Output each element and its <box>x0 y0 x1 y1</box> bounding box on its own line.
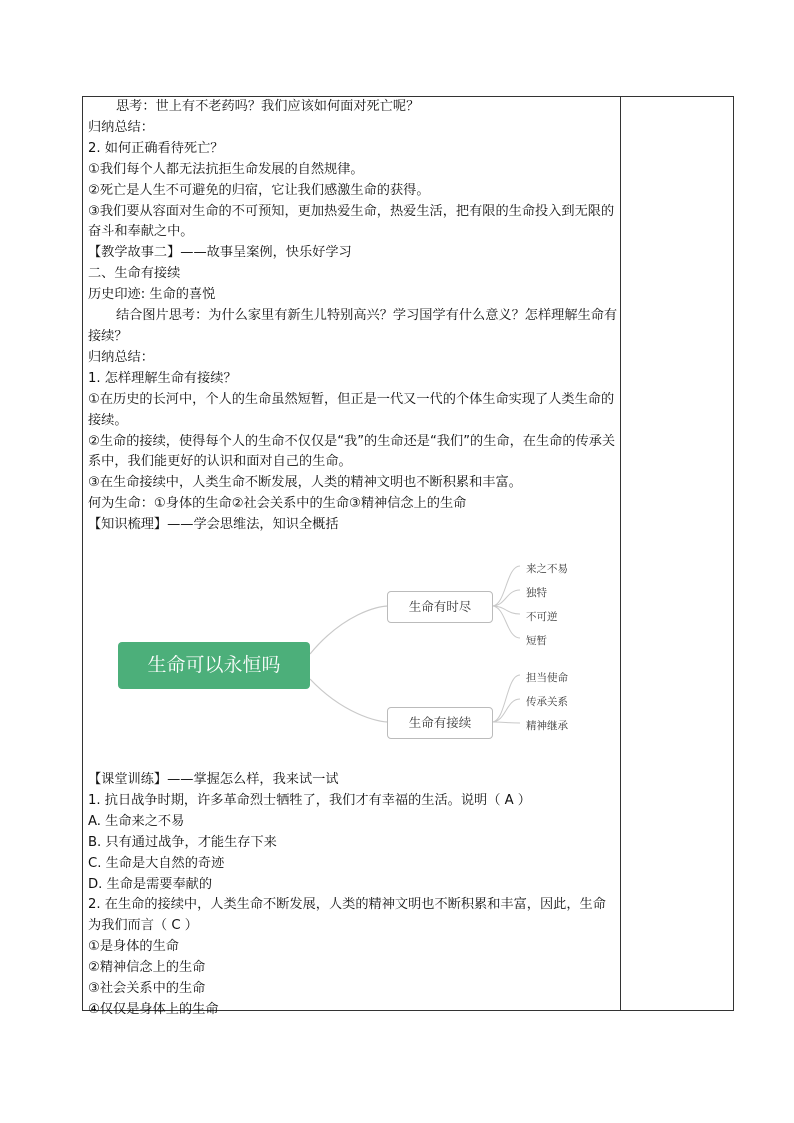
section-heading: 二、生命有接续 <box>88 266 181 282</box>
branch-life-continues: 生命有接续 <box>387 707 493 739</box>
exercise-q1-option-c: C. 生命是大自然的奇迹 <box>88 855 225 871</box>
summary-label: 归纳总结： <box>88 119 154 135</box>
history-label: 历史印迹: 生命的喜悦 <box>88 287 216 303</box>
column-divider <box>620 96 621 1011</box>
exercise-heading: 【课堂训练】——掌握怎么样，我来试一试 <box>88 772 339 788</box>
leaf-hard-won: 来之不易 <box>526 563 568 576</box>
leaf-mission: 担当使命 <box>526 672 568 685</box>
exercise-q2: 2. 在生命的接续中，人类生命不断发展，人类的精神文明也不断积累和丰富，因此，生命为我们而言（ C ） <box>88 897 606 934</box>
question-1: 1. 怎样理解生命有接续？ <box>88 370 237 386</box>
mind-map <box>88 544 618 770</box>
exercise-q2-option-2: ②精神信念上的生命 <box>88 960 206 976</box>
mind-map-center: 生命可以永恒吗 <box>118 642 310 689</box>
summary-label-2: 归纳总结： <box>88 349 154 365</box>
exercise-q2-option-4: ④仅仅是身体上的生命 <box>88 1002 219 1017</box>
continuity-point-3: ③在生命接续中，人类生命不断发展，人类的精神文明也不断积累和丰富。 <box>88 475 522 491</box>
exercise-q1: 1. 抗日战争时期，许多革命烈士牺牲了，我们才有幸福的生活。说明（ A ） <box>88 792 531 808</box>
continuity-point-1: ①在历史的长河中，个人的生命虽然短暂，但正是一代又一代的个体生命实现了人类生命的接续。 <box>88 391 615 428</box>
main-cell <box>88 97 618 1021</box>
question-2: 2. 如何正确看待死亡？ <box>88 140 224 156</box>
leaf-irreversible: 不可逆 <box>526 611 558 624</box>
exercise-q1-option-a: A. 生命来之不易 <box>88 813 185 829</box>
exercise-q2-option-3: ③社会关系中的生命 <box>88 981 206 997</box>
connector-bottom <box>310 679 388 722</box>
exercise-q1-option-d: D. 生命是需要奉献的 <box>88 876 213 892</box>
point-3: ③我们要从容面对生命的不可预知，更加热爱生命，热爱生活，把有限的生命投入到无限的奋斗和奉献之中。 <box>88 203 615 240</box>
think-question: 思考：世上有不老药吗？我们应该如何面对死亡呢？ <box>116 99 420 114</box>
image-question: 结合图片思考：为什么家里有新生儿特别高兴？学习国学有什么意义？怎样理解生命有接续？ <box>88 308 618 344</box>
connector-top <box>310 606 388 654</box>
exercise-q2-option-1: ①是身体的生命 <box>88 939 179 955</box>
leaf-bracket-top <box>492 566 520 638</box>
exercise-q1-option-b: B. 只有通过战争，才能生存下来 <box>88 834 277 850</box>
continuity-point-2: ②生命的接续，使得每个人的生命不仅仅是“我”的生命还是“我们”的生命，在生命的传承关系中，我们能更好的认识和面对自己的生命。 <box>88 433 616 470</box>
leaf-unique: 独特 <box>526 587 547 600</box>
leaf-bracket-bottom <box>492 675 520 723</box>
knowledge-heading: 【知识梳理】——学会思维法，知识全概括 <box>88 517 339 533</box>
branch-life-ends: 生命有时尽 <box>387 591 493 623</box>
leaf-short: 短暂 <box>526 635 547 648</box>
leaf-inheritance: 传承关系 <box>526 696 568 709</box>
life-definition: 何为生命：①身体的生命②社会关系中的生命③精神信念上的生命 <box>88 496 467 512</box>
point-2: ②死亡是人生不可避免的归宿，它让我们感激生命的获得。 <box>88 182 430 198</box>
leaf-spirit: 精神继承 <box>526 720 568 733</box>
story-heading: 【教学故事二】——故事呈案例，快乐好学习 <box>88 245 352 261</box>
point-1: ①我们每个人都无法抗拒生命发展的自然规律。 <box>88 161 364 177</box>
